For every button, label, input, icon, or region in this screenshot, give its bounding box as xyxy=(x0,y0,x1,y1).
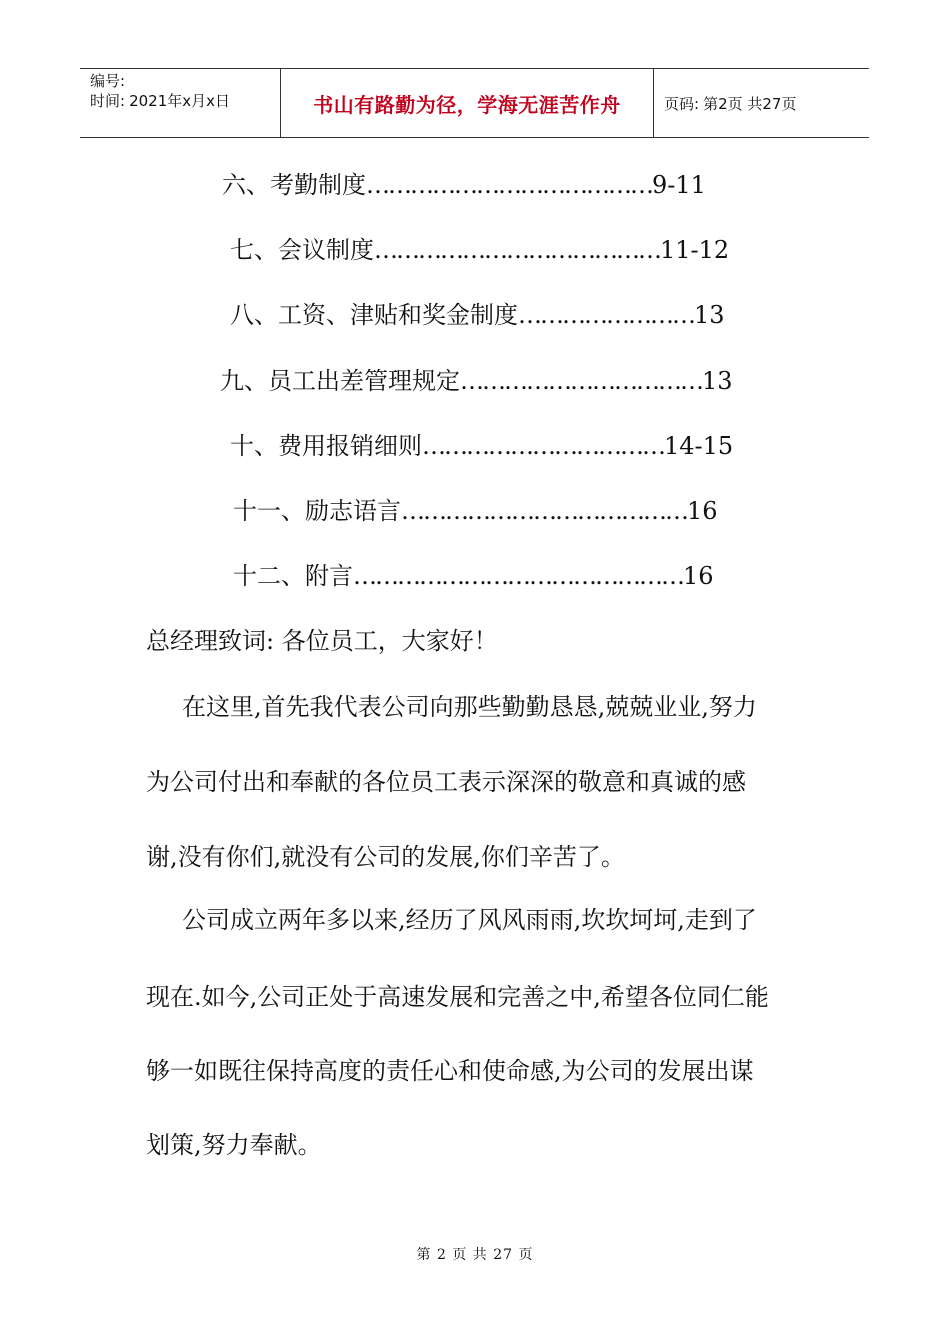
paragraph-line: 在这里,首先我代表公司向那些勤勤恳恳,兢兢业业,努力 xyxy=(182,693,757,721)
time-value: 2021年x月x日 xyxy=(129,92,230,110)
time-label: 时间: xyxy=(90,92,126,110)
header-motto-cell xyxy=(281,69,654,137)
toc-page: 16 xyxy=(687,497,718,525)
paragraph-line: 公司成立两年多以来,经历了风风雨雨,坎坎坷坷,走到了 xyxy=(182,906,757,934)
page-label: 页码: xyxy=(664,94,700,113)
serial-label: 编号: xyxy=(90,72,126,90)
toc-entry xyxy=(233,561,714,591)
header-page-cell xyxy=(654,69,869,137)
toc-title: 十一、励志语言 xyxy=(233,497,401,525)
toc-dots: ……………………………………… xyxy=(353,562,683,590)
toc-title: 九、员工出差管理规定 xyxy=(220,367,460,395)
motto-text: 书山有路勤为径，学海无涯苦作舟 xyxy=(313,92,621,117)
toc-page: 11-12 xyxy=(660,236,730,264)
page-row xyxy=(664,93,869,114)
page-footer: 第 2 页 共 27 页 xyxy=(416,1247,534,1263)
greeting: 总经理致词: 各位员工，大家好！ xyxy=(146,627,498,655)
toc-page: 13 xyxy=(702,367,733,395)
toc-entry xyxy=(222,170,706,200)
paragraph-line: 为公司付出和奉献的各位员工表示深深的敬意和真诚的感 xyxy=(146,768,746,796)
toc-title: 十二、附言 xyxy=(233,562,353,590)
paragraph-line: 现在.如今,公司正处于高速发展和完善之中,希望各位同仁能 xyxy=(146,983,769,1011)
page-value: 第2页 共27页 xyxy=(703,94,797,113)
toc-dots: ………………………………… xyxy=(374,236,660,264)
paragraph-line: 谢,没有你们,就没有公司的发展,你们辛苦了。 xyxy=(146,843,625,871)
toc-entry xyxy=(220,366,733,396)
toc-dots: …………………………… xyxy=(422,432,664,460)
toc-dots: …………………… xyxy=(518,301,694,329)
toc-entry xyxy=(230,431,733,461)
header-meta-cell xyxy=(80,69,281,137)
toc-title: 十、费用报销细则 xyxy=(230,432,422,460)
toc-title: 八、工资、津贴和奖金制度 xyxy=(230,301,518,329)
toc-dots: ………………………………… xyxy=(401,497,687,525)
toc-title: 六、考勤制度 xyxy=(222,171,366,199)
toc-dots: …………………………… xyxy=(460,367,702,395)
toc-page: 9-11 xyxy=(652,171,706,199)
paragraph-line: 划策,努力奉献。 xyxy=(146,1131,322,1159)
toc-page: 13 xyxy=(694,301,725,329)
toc-title: 七、会议制度 xyxy=(230,236,374,264)
page-header xyxy=(80,68,869,138)
toc-page: 16 xyxy=(683,562,714,590)
toc-dots: ………………………………… xyxy=(366,171,652,199)
toc-page: 14-15 xyxy=(664,432,734,460)
toc-entry xyxy=(230,235,729,265)
time-row xyxy=(90,91,280,111)
toc-entry xyxy=(230,300,725,330)
toc-entry xyxy=(233,496,718,526)
paragraph-line: 够一如既往保持高度的责任心和使命感,为公司的发展出谋 xyxy=(146,1057,754,1085)
